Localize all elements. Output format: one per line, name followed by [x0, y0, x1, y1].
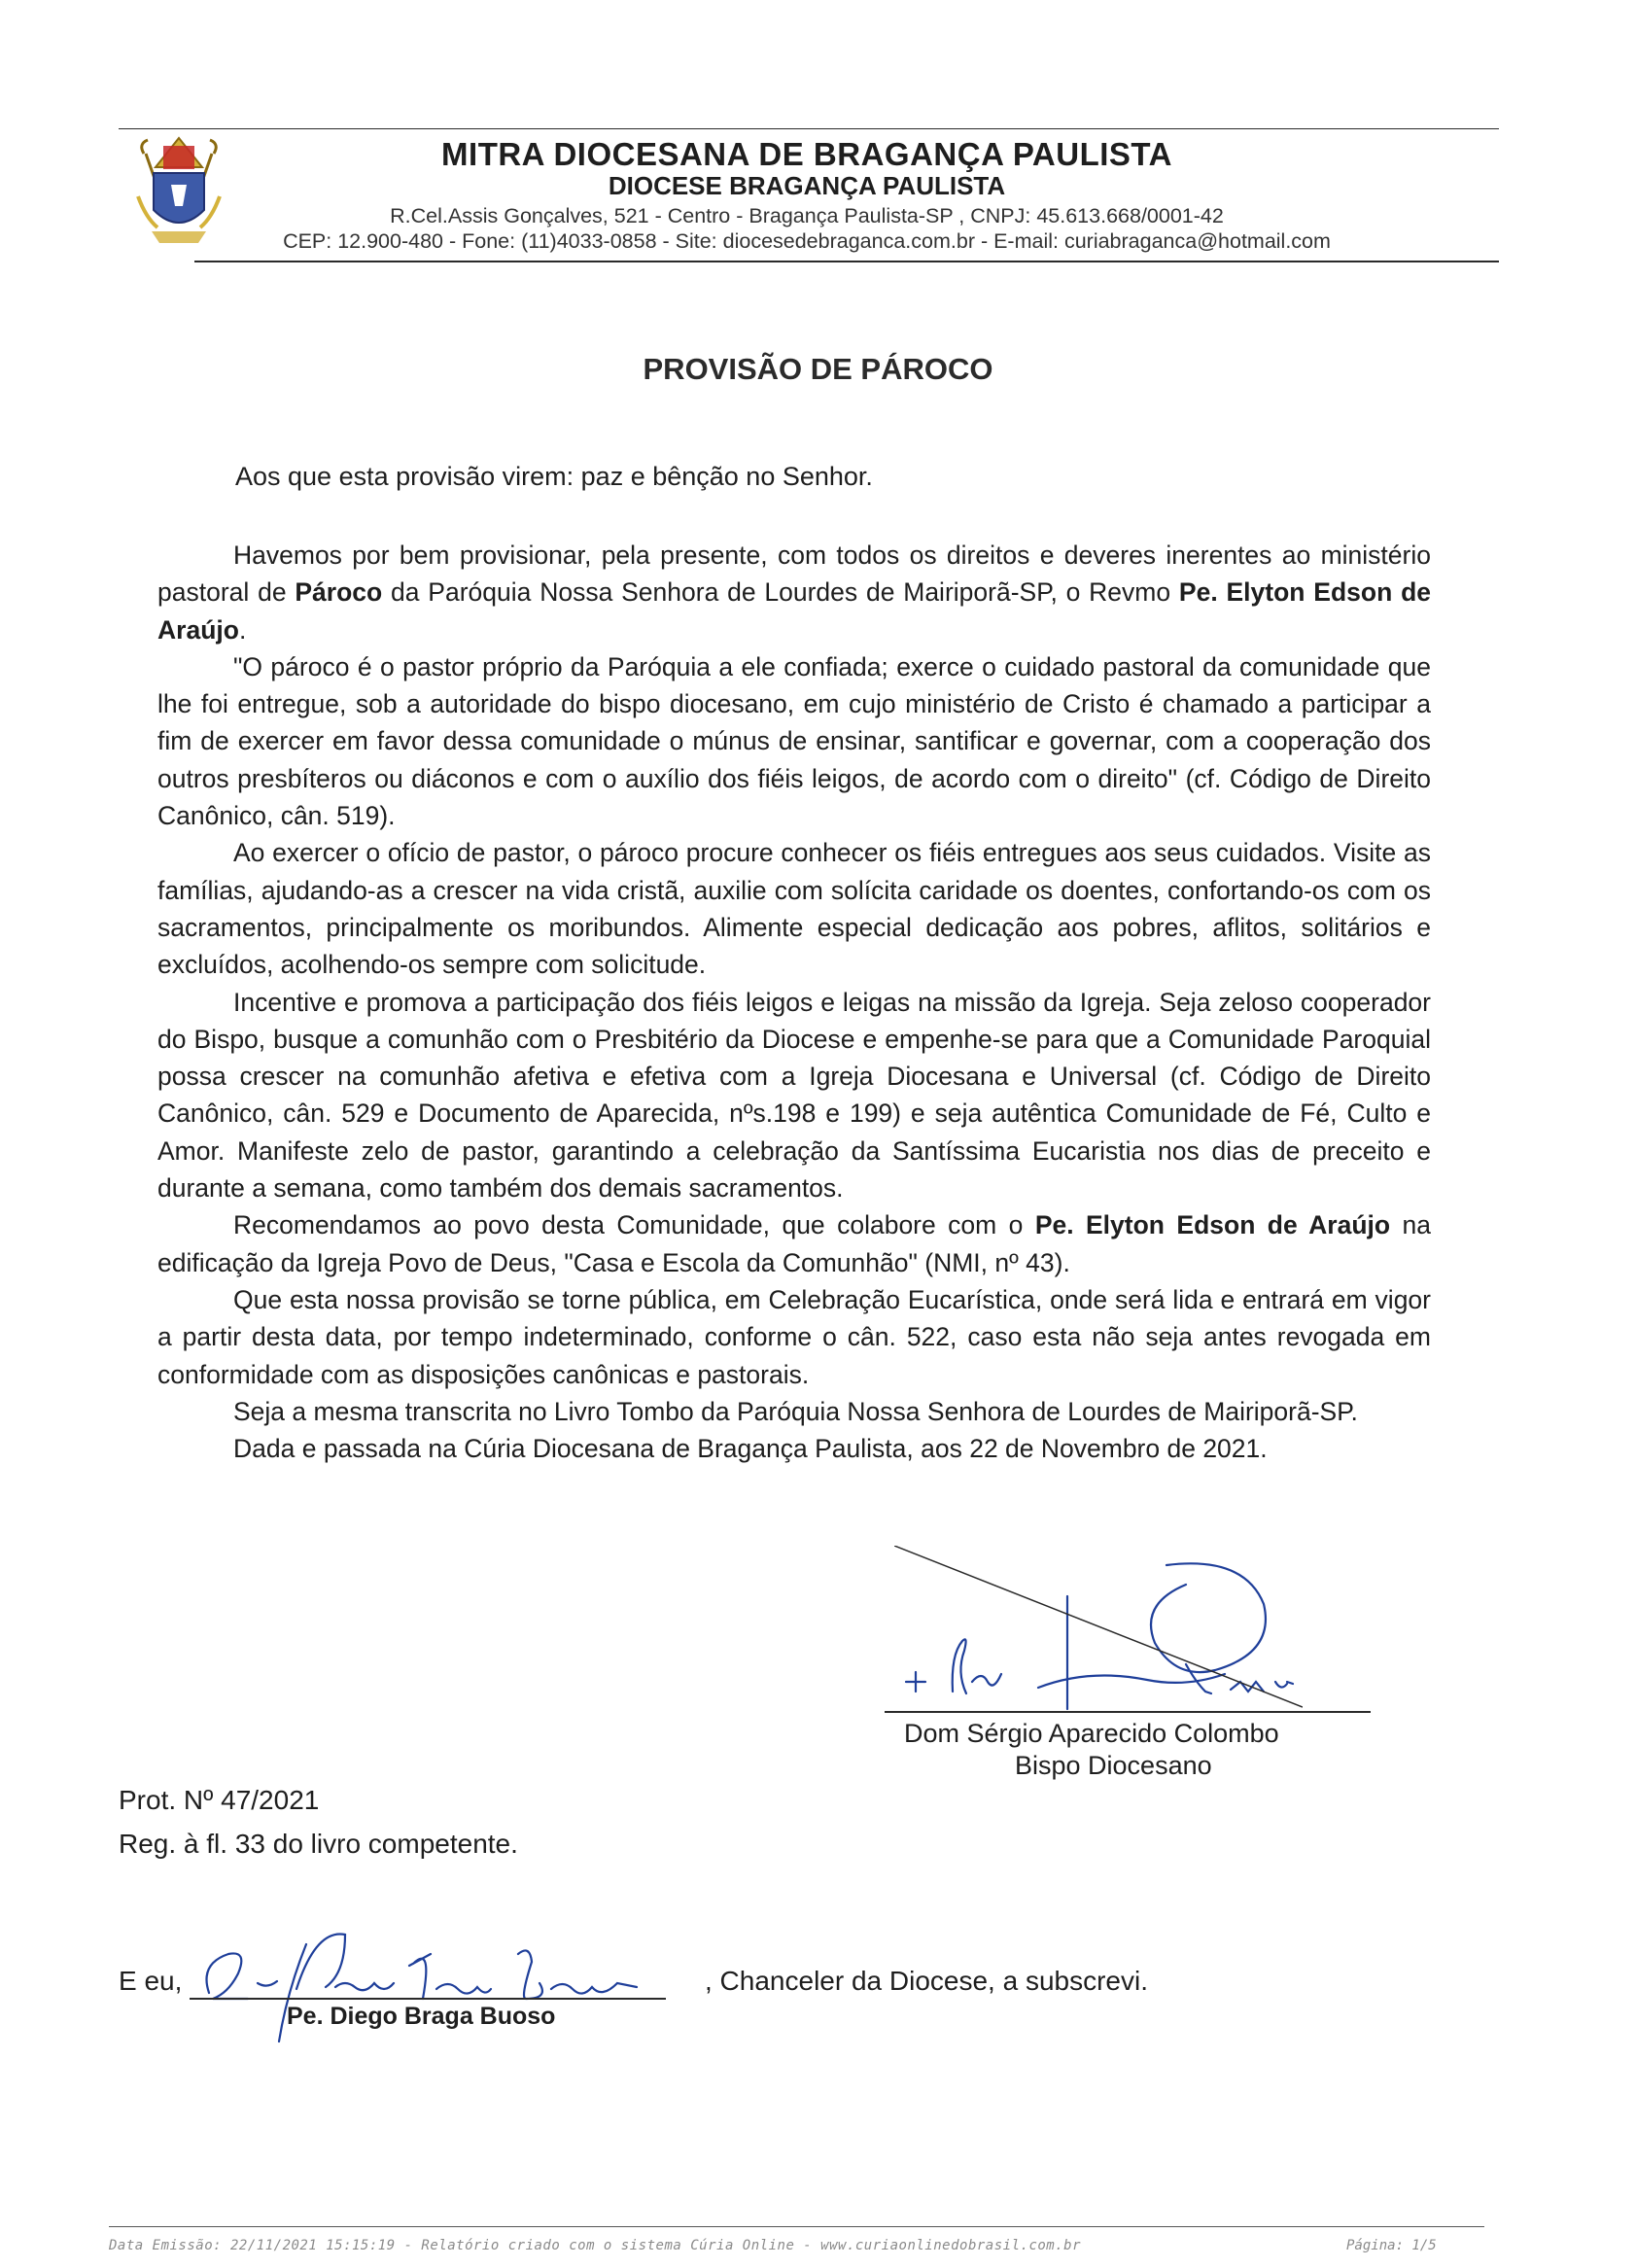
paragraph-6: Que esta nossa provisão se torne pública, em Celebração Eucarística, onde será lida e entrará em vigor a partir desta data, por tempo indeterminado, conforme o cân. 522, caso esta não seja antes revogada em conformidade com as disposições canônicas e pastorais.: [157, 1284, 1431, 1389]
signer-name: Dom Sérgio Aparecido Colombo: [904, 1719, 1279, 1748]
paragraph-3: Ao exercer o ofício de pastor, o pároco procure conhecer os fiéis entregues aos seus cuidados. Visite as famílias, ajudando-as a crescer na vida cristã, auxilie com solícita caridade os doentes, confortando-os com os sacramentos, principalmente os moribundos. Alimente especial dedicação aos pobres, aflitos, solitários e excluídos, acolhendo-os sempre com solicitude.: [157, 838, 1431, 980]
bishop-signature: [894, 1546, 1303, 1730]
org-subtitle: DIOCESE BRAGANÇA PAULISTA: [608, 171, 1006, 200]
chancellor-statement: , Chanceler da Diocese, a subscrevi.: [705, 1966, 1148, 1996]
bishop-signature-line: [885, 1711, 1371, 1713]
protocol-number: Prot. Nº 47/2021: [119, 1785, 320, 1815]
footer-emission-note: Data Emissão: 22/11/2021 15:15:19 - Relatório criado com o sistema Cúria Online - www.curiaonlinedobrasil.com.br: [109, 2238, 1082, 2253]
bishop-signature-scribble: [894, 1546, 1303, 1730]
greeting: Aos que esta provisão virem: paz e bênção no Senhor.: [235, 462, 873, 491]
paragraph-7: Seja a mesma transcrita no Livro Tombo da Paróquia Nossa Senhora de Lourdes de Mairiporã-SP.: [233, 1396, 1358, 1426]
org-name: MITRA DIOCESANA DE BRAGANÇA PAULISTA: [441, 136, 1172, 172]
paragraph-4: Incentive e promova a participação dos fiéis leigos e leigas na missão da Igreja. Seja zeloso cooperador do Bispo, busque a comunhão com o Presbitério da Diocese e empenhe-se para que a Comunidade Paroquial possa crescer na comunhão afetiva e efetiva com a Igreja Diocesana e Universal (cf. Código de Direito Canônico, cân. 529 e Documento de Aparecida, nºs.198 e 199) e seja autêntica Comunidade de Fé, Culto e Amor. Manifeste zelo de pastor, garantindo a celebração da Santíssima Eucaristia nos dias de preceito e durante a semana, como também dos demais sacramentos.: [157, 987, 1431, 1204]
paragraph-1: Havemos por bem provisionar, pela presente, com todos os direitos e deveres inerentes ao ministério pastoral de Pároco da Paróquia Nossa Senhora de Lourdes de Mairiporã-SP, o Revmo Pe. Elyton Edson de Araújo.: [157, 541, 1431, 645]
signer-title: Bispo Diocesano: [1015, 1751, 1212, 1780]
paragraph-5: Recomendamos ao povo desta Comunidade, que colabore com o Pe. Elyton Edson de Araújo na edificação da Igreja Povo de Deus, "Casa e Escola da Comunhão" (NMI, nº 43).: [157, 1210, 1431, 1277]
footer-page-number: Página: 1/5: [1346, 2238, 1437, 2253]
header-top-rule: [119, 128, 1499, 129]
org-contact: CEP: 12.900-480 - Fone: (11)4033-0858 - Site: diocesedebraganca.com.br - E-mail: curiabraganca@hotmail.com: [283, 229, 1331, 253]
paragraph-8: Dada e passada na Cúria Diocesana de Bragança Paulista, aos 22 de Novembro de 2021.: [233, 1434, 1268, 1464]
paragraph-2: "O pároco é o pastor próprio da Paróquia a ele confiada; exerce o cuidado pastoral da comunidade que lhe foi entregue, sob a autoridade do bispo diocesano, em cujo ministério de Cristo é chamado a participar a fim de exercer em favor dessa comunidade o múnus de ensinar, santificar e governar, com a cooperação dos outros presbíteros ou diáconos e com o auxílio dos fiéis leigos, de acordo com o direito" (cf. Código de Direito Canônico, cân. 519).: [157, 651, 1431, 831]
registry-note: Reg. à fl. 33 do livro competente.: [119, 1829, 518, 1859]
chancellor-prefix: E eu,: [119, 1966, 183, 1996]
footer-rule: [109, 2226, 1484, 2227]
chancellor-name: Pe. Diego Braga Buoso: [287, 2003, 556, 2030]
header-bottom-rule: [194, 261, 1499, 262]
chancellor-signature-line: [190, 1998, 666, 2000]
org-address: R.Cel.Assis Gonçalves, 521 - Centro - Bragança Paulista-SP , CNPJ: 45.613.668/0001-42: [390, 204, 1224, 227]
page-title: PROVISÃO DE PÁROCO: [643, 352, 993, 386]
document-body: [157, 537, 1431, 1467]
